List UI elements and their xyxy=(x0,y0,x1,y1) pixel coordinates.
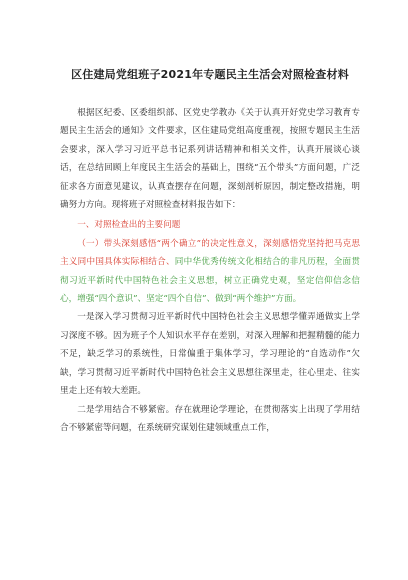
subsection-1-continued: 同中华优秀传统文化相结合的非凡历程，全面贯彻习近平新时代中国特色社会主义思想，树立正确党史观，坚定信仰信念信心，增强“四个意识”、坚定“四个自信”、做到“两个维护”方面。 xyxy=(60,257,360,305)
intro-paragraph: 根据区纪委、区委组织部、区党史学教办《关于认真开好党史学习教育专题民主生活会的通知》文件要求，区住建局党组高度重视，按照专题民主生活会要求，深入学习习近平总书记系列讲话精神和相关文件，认真开展谈心谈话，在总结回顾上年度民主生活会的基础上，围绕“五个带头”方面问题，广泛征求各方面意见建议，认真查摆存在问题，深刻剖析原因，制定整改措施，明确努力方向。现将班子对照检查材料报告如下： xyxy=(60,108,360,211)
subsection-1-lead: （一）带头深刻感悟“两个确立”的决定性意义，深刻感悟党坚持把马克思主义同中国具体实际相结合、 xyxy=(60,238,360,268)
first-issue-paragraph: 一是深入学习贯彻习近平新时代中国特色社会主义思想学懂弄通做实上学习深度不够。因为班子个人知识水平存在差别，对深入理解和把握精髓的能力不足，缺乏学习的系统性，日常偏重于集体学习，学习理论的“自选动作”欠缺，学习贯彻习近平新时代中国特色社会主义思想往深里走，往心里走、往实里走上还有较大差距。 xyxy=(60,312,360,397)
document-title: 区住建局党组班子2021年专题民主生活会对照检查材料 xyxy=(71,68,349,81)
section-heading-main-problems: 一、对照检查出的主要问题 xyxy=(77,220,181,231)
subsection-1-paragraph xyxy=(60,235,360,309)
second-issue-paragraph: 二是学用结合不够紧密。存在就理论学理论，在贯彻落实上出现了学用结合不够紧密等问题，在系统研究谋划住建领域重点工作， xyxy=(60,404,360,433)
